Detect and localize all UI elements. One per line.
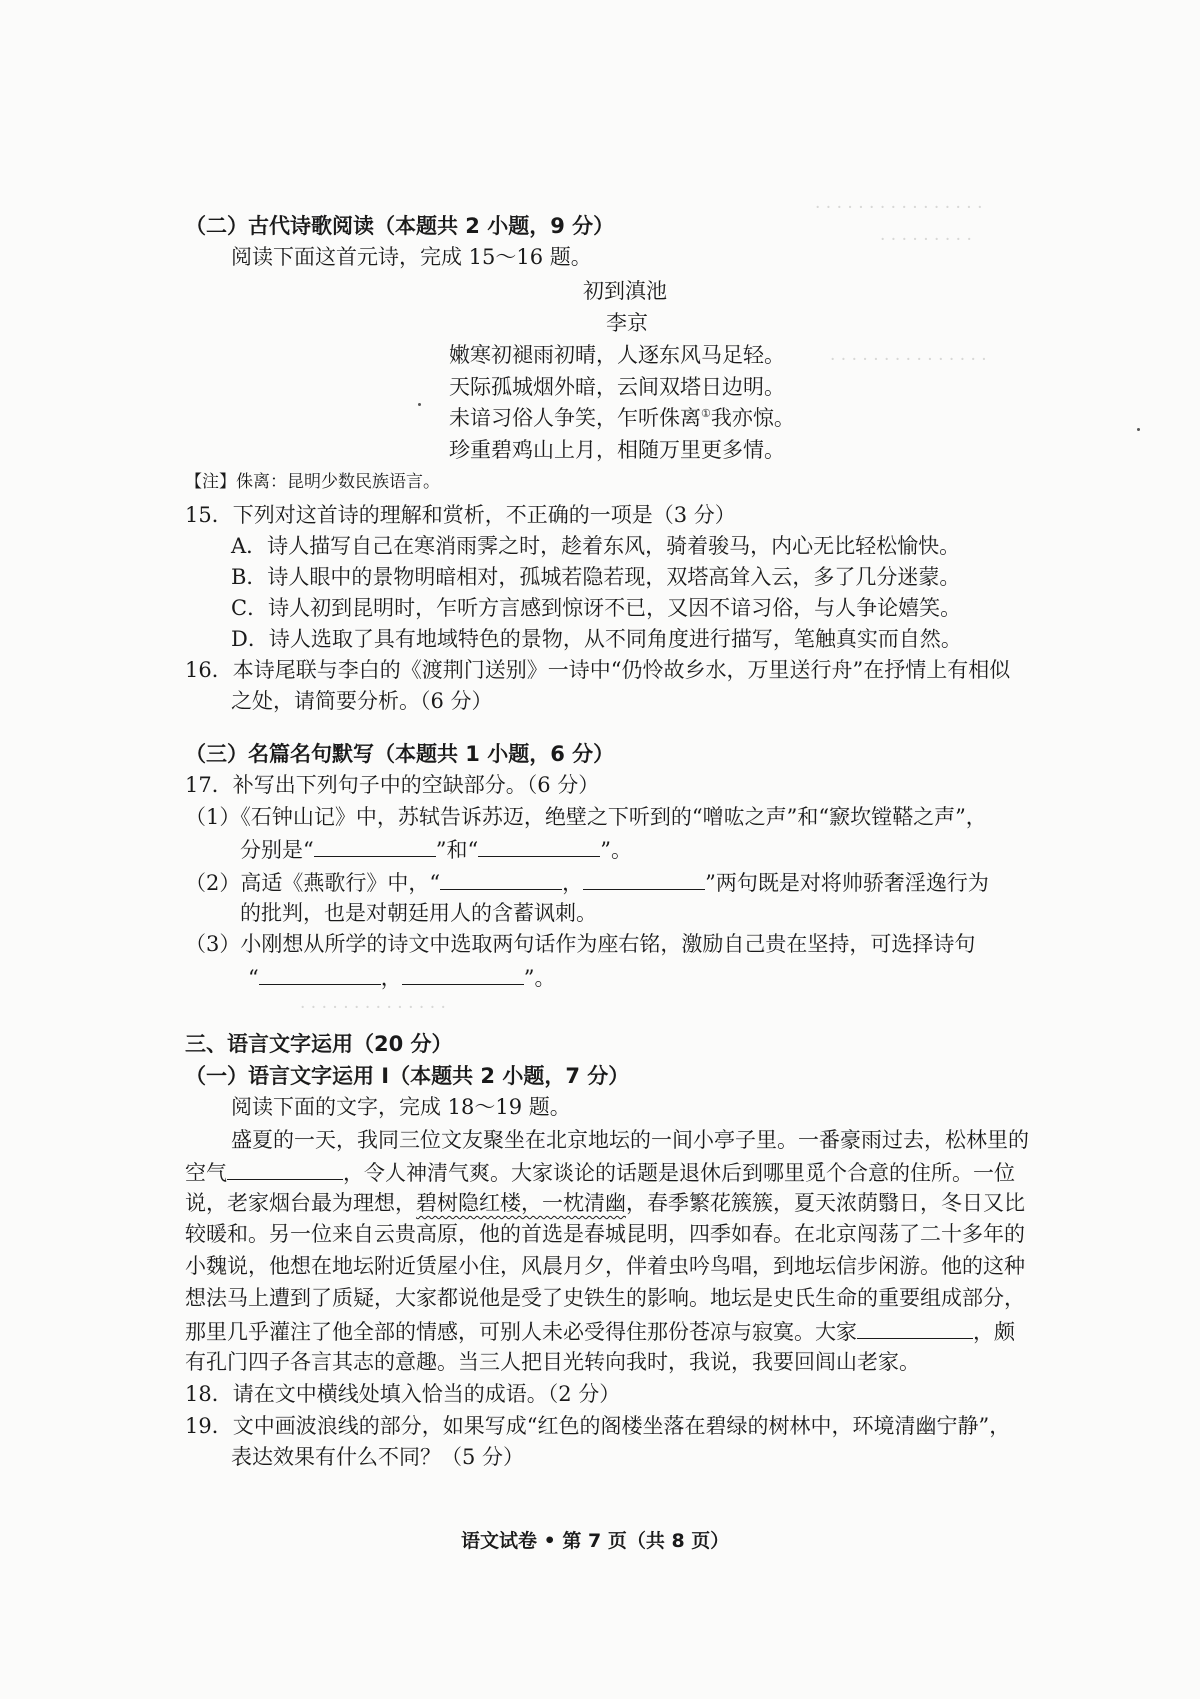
text-fragment: ”和“ <box>435 838 479 862</box>
text-fragment: ，颇 <box>973 1320 1015 1344</box>
text-fragment: ”两句既是对将帅骄奢淫逸行为 <box>705 871 989 895</box>
passage-line <box>185 1320 1015 1343</box>
bleed-through-text: · · · · · · · · · · · · · · · <box>830 350 987 370</box>
question-16: 16．本诗尾联与李白的《渡荆门送别》一诗中“仍怜故乡水，万里送行舟”在抒情上有相似 <box>185 658 1011 682</box>
answer-blank[interactable] <box>227 1161 343 1180</box>
passage-line: 较暖和。另一位来自云贵高原，他的首选是春城昆明，四季如春。在北京闯荡了二十多年的 <box>185 1222 1025 1246</box>
poem-line-1: 嫩寒初褪雨初晴，人逐东风马足轻。 <box>449 343 785 367</box>
text-fragment: ”。 <box>523 966 556 990</box>
q17-part-2 <box>185 871 989 894</box>
passage-line: 有孔门四子各言其志的意趣。当三人把目光转向我时，我说，我要回闾山老家。 <box>185 1350 920 1374</box>
section-heading-poetry: （二）古代诗歌阅读（本题共 2 小题，9 分） <box>185 214 615 238</box>
answer-blank[interactable] <box>583 871 705 890</box>
text-fragment: （2）高适《燕歌行》中，“ <box>185 871 441 895</box>
poem-line-3-text: 未谙习俗人争笑，乍听侏离 <box>449 406 701 430</box>
bleed-through-text: · · · · · · · · · · · · · · <box>300 998 446 1018</box>
question-15: 15．下列对这首诗的理解和赏析，不正确的一项是（3 分） <box>185 503 736 527</box>
passage-line <box>185 1193 1025 1214</box>
footnote-marker: ① <box>701 407 711 420</box>
q17-part-3: （3）小刚想从所学的诗文中选取两句话作为座右铭，激励自己贵在坚持，可选择诗句 <box>185 932 976 956</box>
page-footer: 语文试卷 • 第 7 页（共 8 页） <box>461 1530 730 1552</box>
poem-line-4: 珍重碧鸡山上月，相随万里更多情。 <box>449 438 785 462</box>
answer-blank[interactable] <box>857 1320 973 1339</box>
answer-blank[interactable] <box>440 871 562 890</box>
passage-line <box>185 1161 1015 1184</box>
question-17: 17．补写出下列句子中的空缺部分。（6 分） <box>185 773 600 797</box>
text-fragment: 分别是“ <box>240 838 314 862</box>
text-fragment: ，春季繁花簇簇，夏天浓荫翳日，冬日又比 <box>626 1191 1025 1215</box>
text-fragment: ”。 <box>600 838 632 862</box>
answer-blank[interactable] <box>478 838 600 857</box>
answer-blank[interactable] <box>402 966 524 985</box>
passage-line: 盛夏的一天，我同三位文友聚坐在北京地坛的一间小亭子里。一番豪雨过去，松林里的 <box>231 1128 1029 1152</box>
wavy-underlined-phrase: 碧树隐红楼，一枕清幽 <box>416 1191 626 1215</box>
bleed-through-text: · · · · · · · · · <box>880 230 972 250</box>
answer-blank[interactable] <box>259 966 381 985</box>
q17-part-3-blanks <box>248 966 556 989</box>
poem-title: 初到滇池 <box>583 279 667 303</box>
poem-author: 李京 <box>606 311 648 335</box>
q15-option-c: C．诗人初到昆明时，乍听方言感到惊讶不已，又因不谙习俗，与人争论嬉笑。 <box>231 596 962 620</box>
q17-part-1: （1）《石钟山记》中，苏轼告诉苏迈，绝壁之下听到的“噌吰之声”和“窾坎镗鞳之声”， <box>185 805 987 829</box>
section-heading-recitation: （三）名篇名句默写（本题共 1 小题，6 分） <box>185 742 615 766</box>
q17-part-2-cont: 的批判，也是对朝廷用人的含蓄讽刺。 <box>240 901 597 925</box>
text-fragment: 说，老家烟台最为理想， <box>185 1191 416 1215</box>
passage-line: 想法马上遭到了质疑，大家都说他是受了史铁生的影响。地坛是史氏生命的重要组成部分， <box>185 1286 1025 1310</box>
question-18: 18．请在文中横线处填入恰当的成语。（2 分） <box>185 1382 621 1406</box>
q15-option-a: A．诗人描写自己在寒消雨霁之时，趁着东风，骑着骏马，内心无比轻松愉快。 <box>231 534 961 558</box>
poetry-instruction: 阅读下面这首元诗，完成 15～16 题。 <box>231 245 592 269</box>
part-heading-language: 三、语言文字运用（20 分） <box>185 1032 453 1056</box>
text-fragment: 空气 <box>185 1161 227 1185</box>
bleed-through-text: · · · · · · · · · · · · · · · · <box>815 198 983 218</box>
text-fragment: ， <box>562 871 584 895</box>
text-fragment: 那里几乎灌注了他全部的情感，可别人未必受得住那份苍凉与寂寞。大家 <box>185 1320 857 1344</box>
scan-speck <box>1137 428 1140 431</box>
sub-heading-language-1: （一）语言文字运用 Ⅰ（本题共 2 小题，7 分） <box>185 1064 630 1088</box>
text-fragment: ，令人神清气爽。大家谈论的话题是退休后到哪里觅个合意的住所。一位 <box>343 1161 1015 1185</box>
question-16-cont: 之处，请简要分析。（6 分） <box>231 689 493 713</box>
question-19-cont: 表达效果有什么不同？（5 分） <box>231 1445 525 1469</box>
poem-line-3 <box>449 408 795 429</box>
poem-line-3-end: 我亦惊。 <box>710 406 795 430</box>
text-fragment: ， <box>380 966 402 990</box>
answer-blank[interactable] <box>314 838 436 857</box>
question-19: 19．文中画波浪线的部分，如果写成“红色的阁楼坐落在碧绿的树林中，环境清幽宁静”， <box>185 1414 1011 1438</box>
passage-line: 小魏说，他想在地坛附近赁屋小住，风晨月夕，伴着虫吟鸟唱，到地坛信步闲游。他的这种 <box>185 1254 1025 1278</box>
q17-part-1-blanks <box>240 838 632 861</box>
text-fragment: “ <box>248 966 259 990</box>
passage-instruction: 阅读下面的文字，完成 18～19 题。 <box>231 1095 571 1119</box>
q15-option-b: B．诗人眼中的景物明暗相对，孤城若隐若现，双塔高耸入云，多了几分迷蒙。 <box>231 565 961 589</box>
scan-speck <box>418 403 421 406</box>
poem-line-2: 天际孤城烟外暗，云间双塔日边明。 <box>449 375 785 399</box>
q15-option-d: D．诗人选取了具有地域特色的景物，从不同角度进行描写，笔触真实而自然。 <box>231 627 962 651</box>
poem-footnote: 【注】侏离：昆明少数民族语言。 <box>185 472 440 492</box>
